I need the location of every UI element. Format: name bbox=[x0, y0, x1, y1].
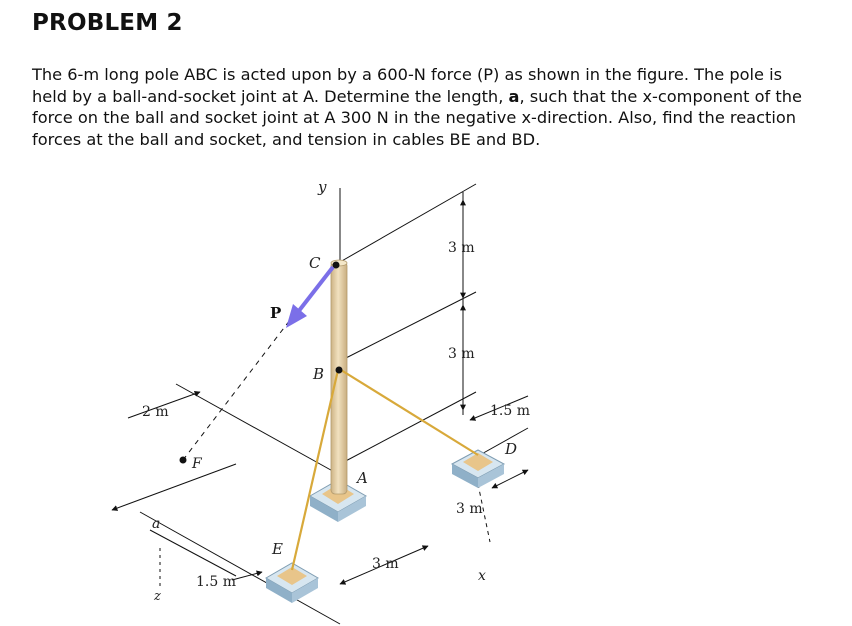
d-oblique-line bbox=[478, 428, 528, 456]
dim-right-3m: 3 m bbox=[456, 501, 483, 517]
dim-bottom-3m: 3 m bbox=[372, 556, 399, 572]
force-line-of-action bbox=[183, 320, 290, 460]
dim-right-1-5m: 1.5 m bbox=[490, 403, 530, 419]
label-b: B bbox=[313, 365, 325, 383]
point-b bbox=[336, 367, 343, 374]
left-baseline bbox=[140, 512, 340, 624]
label-a-point: A bbox=[357, 469, 368, 487]
dim-left-2m: 2 m bbox=[142, 404, 169, 420]
label-e: E bbox=[272, 540, 283, 558]
label-a: a bbox=[152, 516, 161, 532]
problem-text-part2: , such that the x-component of the force on the ball and socket joint at A 300 N in the negative x-direction. Also, find the reaction forces at the ball and socket, and tension in cables BE and BD. bbox=[32, 86, 802, 149]
label-z: z bbox=[154, 589, 161, 604]
left-lower-line bbox=[112, 464, 236, 510]
label-f: F bbox=[192, 456, 202, 472]
problem-text-part1: The 6-m long pole ABC is acted upon by a 600-N force (P) as shown in the figure. The pole is held by a ball-and-socket joint at A. Determine the length, bbox=[32, 65, 783, 106]
problem-statement bbox=[32, 64, 822, 150]
pole-abc bbox=[331, 262, 347, 494]
label-x: x bbox=[478, 568, 486, 584]
label-y: y bbox=[318, 178, 327, 196]
force-p-shaft bbox=[298, 267, 333, 312]
dim-top-3m: 3 m bbox=[448, 240, 475, 256]
label-d: D bbox=[505, 440, 518, 458]
a-dim-line bbox=[150, 530, 236, 576]
label-c: C bbox=[309, 254, 321, 272]
label-p: P bbox=[270, 304, 282, 322]
bottom-right-oblique-line bbox=[340, 392, 476, 464]
pole-figure bbox=[0, 170, 852, 626]
dim-mid-3m: 3 m bbox=[448, 346, 475, 362]
cable-bd bbox=[341, 370, 478, 455]
left-1-5m-dim bbox=[232, 572, 262, 580]
problem-text-bold-a: a bbox=[508, 86, 520, 106]
base-block-d bbox=[452, 450, 504, 488]
problem-heading: PROBLEM 2 bbox=[32, 10, 183, 36]
dim-left-1-5m: 1.5 m bbox=[196, 574, 236, 590]
point-f bbox=[180, 457, 187, 464]
